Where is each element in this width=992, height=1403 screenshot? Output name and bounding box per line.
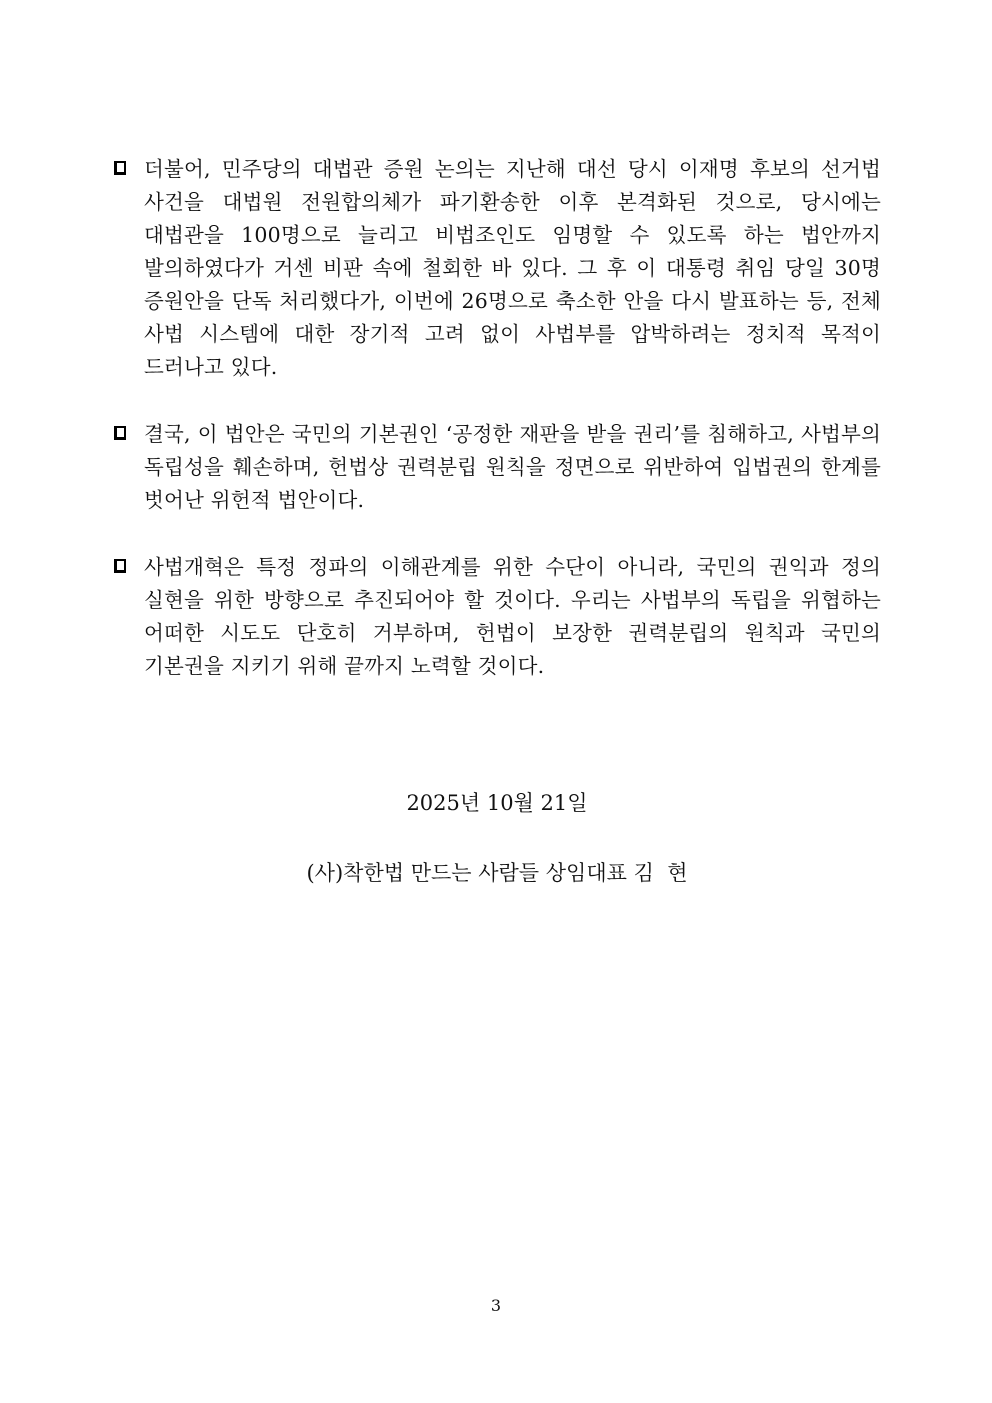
bullet-paragraph-1 <box>113 153 881 384</box>
date-line: 2025년 10월 21일 <box>406 791 588 815</box>
paragraph-text: 결국, 이 법안은 국민의 기본권인 ‘공정한 재판을 받을 권리’를 침해하고, 사법부의 독립성을 훼손하며, 헌법상 권력분립 원칙을 정면으로 위반하여 입법권의 한계를 벗어난 위헌적 법안이다. <box>144 422 881 512</box>
bullet-square-icon <box>114 161 126 175</box>
bullet-square-icon <box>114 426 126 440</box>
signature-line: (사)착한법 만드는 사람들 상임대표 김 현 <box>306 861 688 885</box>
document-body <box>113 153 881 890</box>
bullet-paragraph-3 <box>113 551 881 683</box>
paragraph-text: 더불어, 민주당의 대법관 증원 논의는 지난해 대선 당시 이재명 후보의 선거법 사건을 대법원 전원합의체가 파기환송한 이후 본격화된 것으로, 당시에는 대법관을 100명으로 늘리고 비법조인도 임명할 수 있도록 하는 법안까지 발의하였다가 거센 비판 속에 철회한 바 있다. 그 후 이 대통령 취임 당일 30명 증원안을 단독 처리했다가, 이번에 26명으로 축소한 안을 다시 발표하는 등, 전체 사법 시스템에 대한 장기적 고려 없이 사법부를 압박하려는 정치적 목적이 드러나고 있다. <box>144 157 881 379</box>
bullet-paragraph-2 <box>113 418 881 517</box>
page-number: 3 <box>490 1296 502 1315</box>
paragraph-text: 사법개혁은 특정 정파의 이해관계를 위한 수단이 아니라, 국민의 권익과 정의 실현을 위한 방향으로 추진되어야 할 것이다. 우리는 사법부의 독립을 위협하는 어떠한 시도도 단호히 거부하며, 헌법이 보장한 권력분립의 원칙과 국민의 기본권을 지키기 위해 끝까지 노력할 것이다. <box>144 555 881 678</box>
bullet-square-icon <box>114 559 126 573</box>
